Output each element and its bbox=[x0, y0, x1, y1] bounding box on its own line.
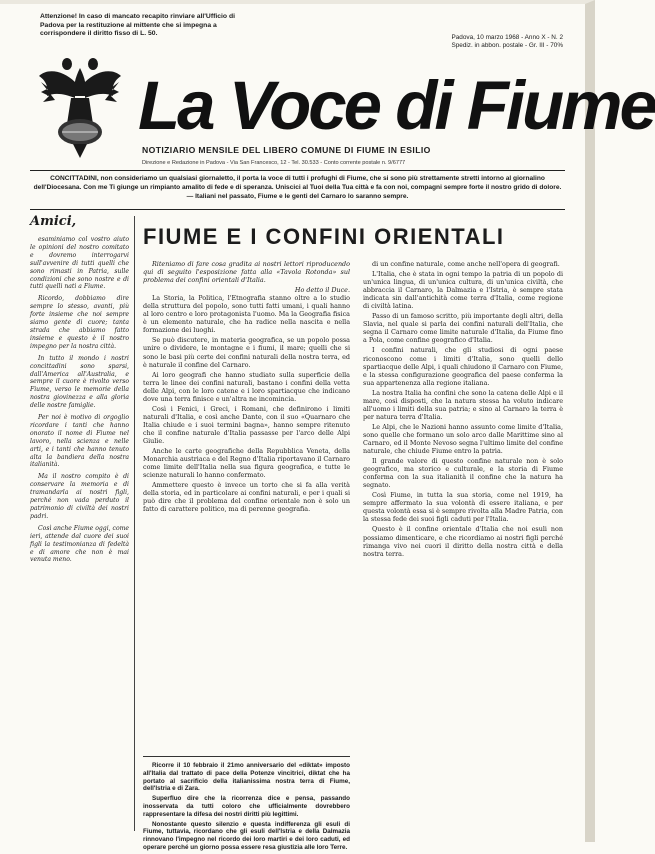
amici-paragraph: Ricordo, dobbiamo dire sempre lo stesso, avanti, più forte insieme che noi sempre siamo gente di cuore; tanta strada che abbiamo fatto insieme e questo è il nostro impegno per la nostra città. bbox=[30, 295, 129, 350]
article-paragraph: Così i Fenici, i Greci, i Romani, che definirono i limiti naturali d'Italia, e così anche Dante, con il suo «Quarnaro che Italia chiude e i suoi termini bagna», hanno sempre ritenuto che il confine naturale d'Italia passasse per l'arco delle Alpi Giulie. bbox=[143, 404, 350, 445]
article-paragraph: L'Italia, che è stata in ogni tempo la patria di un popolo di un'unica lingua, di un'unica cultura, di un'unica civiltà, che abbraccia il Carnaro, la Dalmazia e l'Istria, è sempre stata indicata sin dall'antichità come terra d'Italia, come regione di civiltà latina. bbox=[363, 270, 563, 311]
postal-notice: Attenzione! In caso di mancato recapito rinviare all'Ufficio di Padova per la restituzione al mittente che si impegna a corrispondere il diritto fisso di L. 50. bbox=[40, 13, 235, 38]
editorial-info: Direzione e Redazione in Padova - Via San Francesco, 12 - Tel. 30.533 - Conto corrente postale n. 9/6777 bbox=[142, 160, 406, 166]
article-paragraph: Così Fiume, in tutta la sua storia, come nel 1919, ha sempre affermato la sua volontà di essere italiana, e per questa volontà essa si è sempre rivolta alla Madre Patria, con la stessa fede dei suoi figli caduti per l'Italia. bbox=[363, 491, 563, 524]
appeal-banner: CONCITTADINI, non consideriamo un qualsiasi giornaletto, il porta la voce di tutti i profughi di Fiume, che si sono più strettamente stretti intorno al giornalino dell'Diocesana. Con me Ti giunge un rimpianto amalito di fede e di speranza. Uniscici al Tuoi della Tua città e fa con noi, compagni sempre forte il nostro grido di dolore. — Italiani nel passato, Fiume e le genti del Carnaro lo saranno sempre. bbox=[33, 175, 562, 200]
article-left-column bbox=[143, 260, 350, 515]
notice-paragraph: Ricorre il 10 febbraio il 21mo anniversario del «diktat» imposto all'Italia dal trattato di pace della Potenze vincitrici, diktat che ha portato al sacrificio della italianissima nostra terra di Fiume, dell'Istria e di Zara. bbox=[143, 762, 350, 793]
article-paragraph: Le Alpi, che le Nazioni hanno assunto come limite d'Italia, sono quelle che formano un solo arco dalle Marittime sino al Carnaro, ed il Monte Nevoso segna l'ultimo limite del confine naturale, che chiude Fiume entro la patria. bbox=[363, 422, 563, 456]
amici-paragraph: In tutto il mondo i nostri concittadini sono sparsi, dall'America all'Australia, e sempre il cuore è rivolto verso Fiume, verso le memorie della nostra giovinezza e alla gloria delle nostre famiglie. bbox=[30, 354, 129, 410]
article-paragraph: Anche le carte geografiche della Repubblica Veneta, della Monarchia austriaca e del Regno d'Italia riportavano il Carnaro come limite dell'Italia nella sua figura geografica, e tutte le scienze naturali lo hanno confermato. bbox=[143, 447, 350, 480]
amici-paragraph: Così anche Fiume oggi, come ieri, attende dal cuore dei suoi figli la testimonianza di fedeltà e di amore che non è mai venuta meno. bbox=[30, 524, 129, 564]
banner-rule bbox=[30, 209, 565, 210]
amici-paragraph: Ma il nostro compito è di conservare la memoria e di tramandarla ai nostri figli, perché non vada perduto il patrimonio di civiltà dei nostri padri. bbox=[30, 473, 129, 520]
article-paragraph: Ai loro geografi che hanno studiato sulla superficie della terra le linee dei confini naturali, bastano i confini della vetta delle Alpi, con le loro catene e i loro spartiacque che indicano dove una terra finisce e un'altra ne incomincia. bbox=[143, 370, 350, 403]
amici-paragraph: Per noi è motivo di orgoglio ricordare i tanti che hanno onorato il nome di Fiume nel lavoro, nella scienza e nelle arti, e i tanti che hanno tenuto alta la bandiera della nostra italianità. bbox=[30, 414, 129, 469]
article-paragraph: Questo è il confine orientale d'Italia che noi esuli non possiamo dimenticare, e che ricordiamo ai nostri figli perché rimanga vivo nei cuori il diritto della nostra città e della nostra terra. bbox=[363, 525, 563, 558]
publication-info bbox=[403, 34, 563, 50]
article-headline: FIUME E I CONFINI ORIENTALI bbox=[143, 224, 505, 249]
article-paragraph: I confini naturali, che gli studiosi di ogni paese riconoscono come i limiti d'Italia, sono quelli dello spartiacque delle Alpi, i quali chiudono il Carnaro con Fiume, e la stessa configurazione geografica del paese conferma la sua appartenenza alla regione italiana. bbox=[363, 346, 563, 387]
anniversary-notice bbox=[143, 762, 350, 854]
article-paragraph: Passo di un famoso scritto, più importante degli altri, della Slavia, nel quale si parla dei confini naturali dell'Italia, che segna il Carnaro come limite naturale d'Italia, da Fiume fino a Pola, come confine geografico d'Italia. bbox=[363, 312, 563, 345]
amici-paragraph: esaminiamo col vostro aiuto le opinioni del nostro comitato e dovremo interrogarvi sull'avvenire di tutti quelli che sono rimasti in Patria, sulle condizioni che sono nostre e di tutti quelli nati a Fiume. bbox=[30, 236, 129, 291]
postal-info: Spediz. in abbon. postale - Gr. III - 70% bbox=[451, 42, 563, 50]
article-right-column bbox=[363, 260, 563, 560]
article-paragraph: Se può discutere, in materia geografica, se un popolo possa unire o dividere, le montagne e i fiumi, il mare; quelli che si sono le basi più certe dei confini naturali della nostra terra, ed è naturale il confine del Carnaro. bbox=[143, 336, 350, 369]
article-paragraph: Il grande valore di questo confine naturale non è solo geografico, ma storico e culturale, e la storia di Fiume conferma con la sua italianità il confine che la natura ha segnato. bbox=[363, 457, 563, 490]
boxed-notice-rule bbox=[143, 756, 350, 757]
article-paragraph: Ammettere questo è invece un torto che si fa alla verità della storia, ed in particolare ai confini naturali, e per i quali si può dire che il problema del confine orientale non è solo un fatto di carattere politico, ma di perenne geografia. bbox=[143, 481, 350, 514]
masthead-title: La Voce di Fiume bbox=[138, 67, 655, 144]
issue-date: Padova, 10 marzo 1968 - Anno X - N. 2 bbox=[451, 34, 563, 41]
masthead-subtitle: NOTIZIARIO MENSILE DEL LIBERO COMUNE DI FIUME IN ESILIO bbox=[142, 145, 431, 155]
column-divider bbox=[134, 216, 135, 831]
article-intro: Riteniamo di fare cosa gradita ai nostri lettori riproducendo qui di seguito l'esposizione fatta alla «Tavola Rotonda» sul problema dei confini orientali d'Italia. bbox=[143, 260, 350, 285]
fiume-eagle-emblem-icon bbox=[35, 52, 125, 160]
notice-paragraph: Nonostante questo silenzio e questa indifferenza gli esuli di Fiume, tuttavia, ricordano che gli esuli dell'Istria e della Dalmazia rinnovano l'impegno nel ricordo dei loro martiri e dei loro caduti, ed operare perché un giorno possa essere resa giustizia alle loro Terre. bbox=[143, 820, 350, 851]
article-paragraph: di un confine naturale, come anche nell'opera di geografi. bbox=[372, 260, 560, 268]
masthead-rule bbox=[30, 170, 565, 171]
amici-column bbox=[30, 236, 129, 568]
amici-title: Amici, bbox=[30, 214, 77, 229]
article-paragraph: La nostra Italia ha confini che sono la catena delle Alpi e il mare, così disposti, che la natura stessa ha voluto indicare all'uomo i limiti della sua patria; e sino al Carnaro la terra è per natura terra d'Italia. bbox=[363, 388, 563, 421]
article-paragraph: La Storia, la Politica, l'Etnografia stanno oltre a lo studio della struttura del popolo, sono tutti fatti umani, i quali hanno al loro centro e loro protagonista l'uomo. Ma la Geografia fisica è un elemento naturale, che ha radice nella nascita e nella formazione dei luoghi. bbox=[143, 294, 350, 335]
notice-paragraph: Superfluo dire che la ricorrenza dice e pensa, passando inosservata da tutti coloro che ufficialmente dovrebbero rappresentare la difesa dei nostri diritti più legittimi. bbox=[143, 795, 350, 818]
article-attribution: Ho detto il Duce. bbox=[294, 286, 350, 295]
